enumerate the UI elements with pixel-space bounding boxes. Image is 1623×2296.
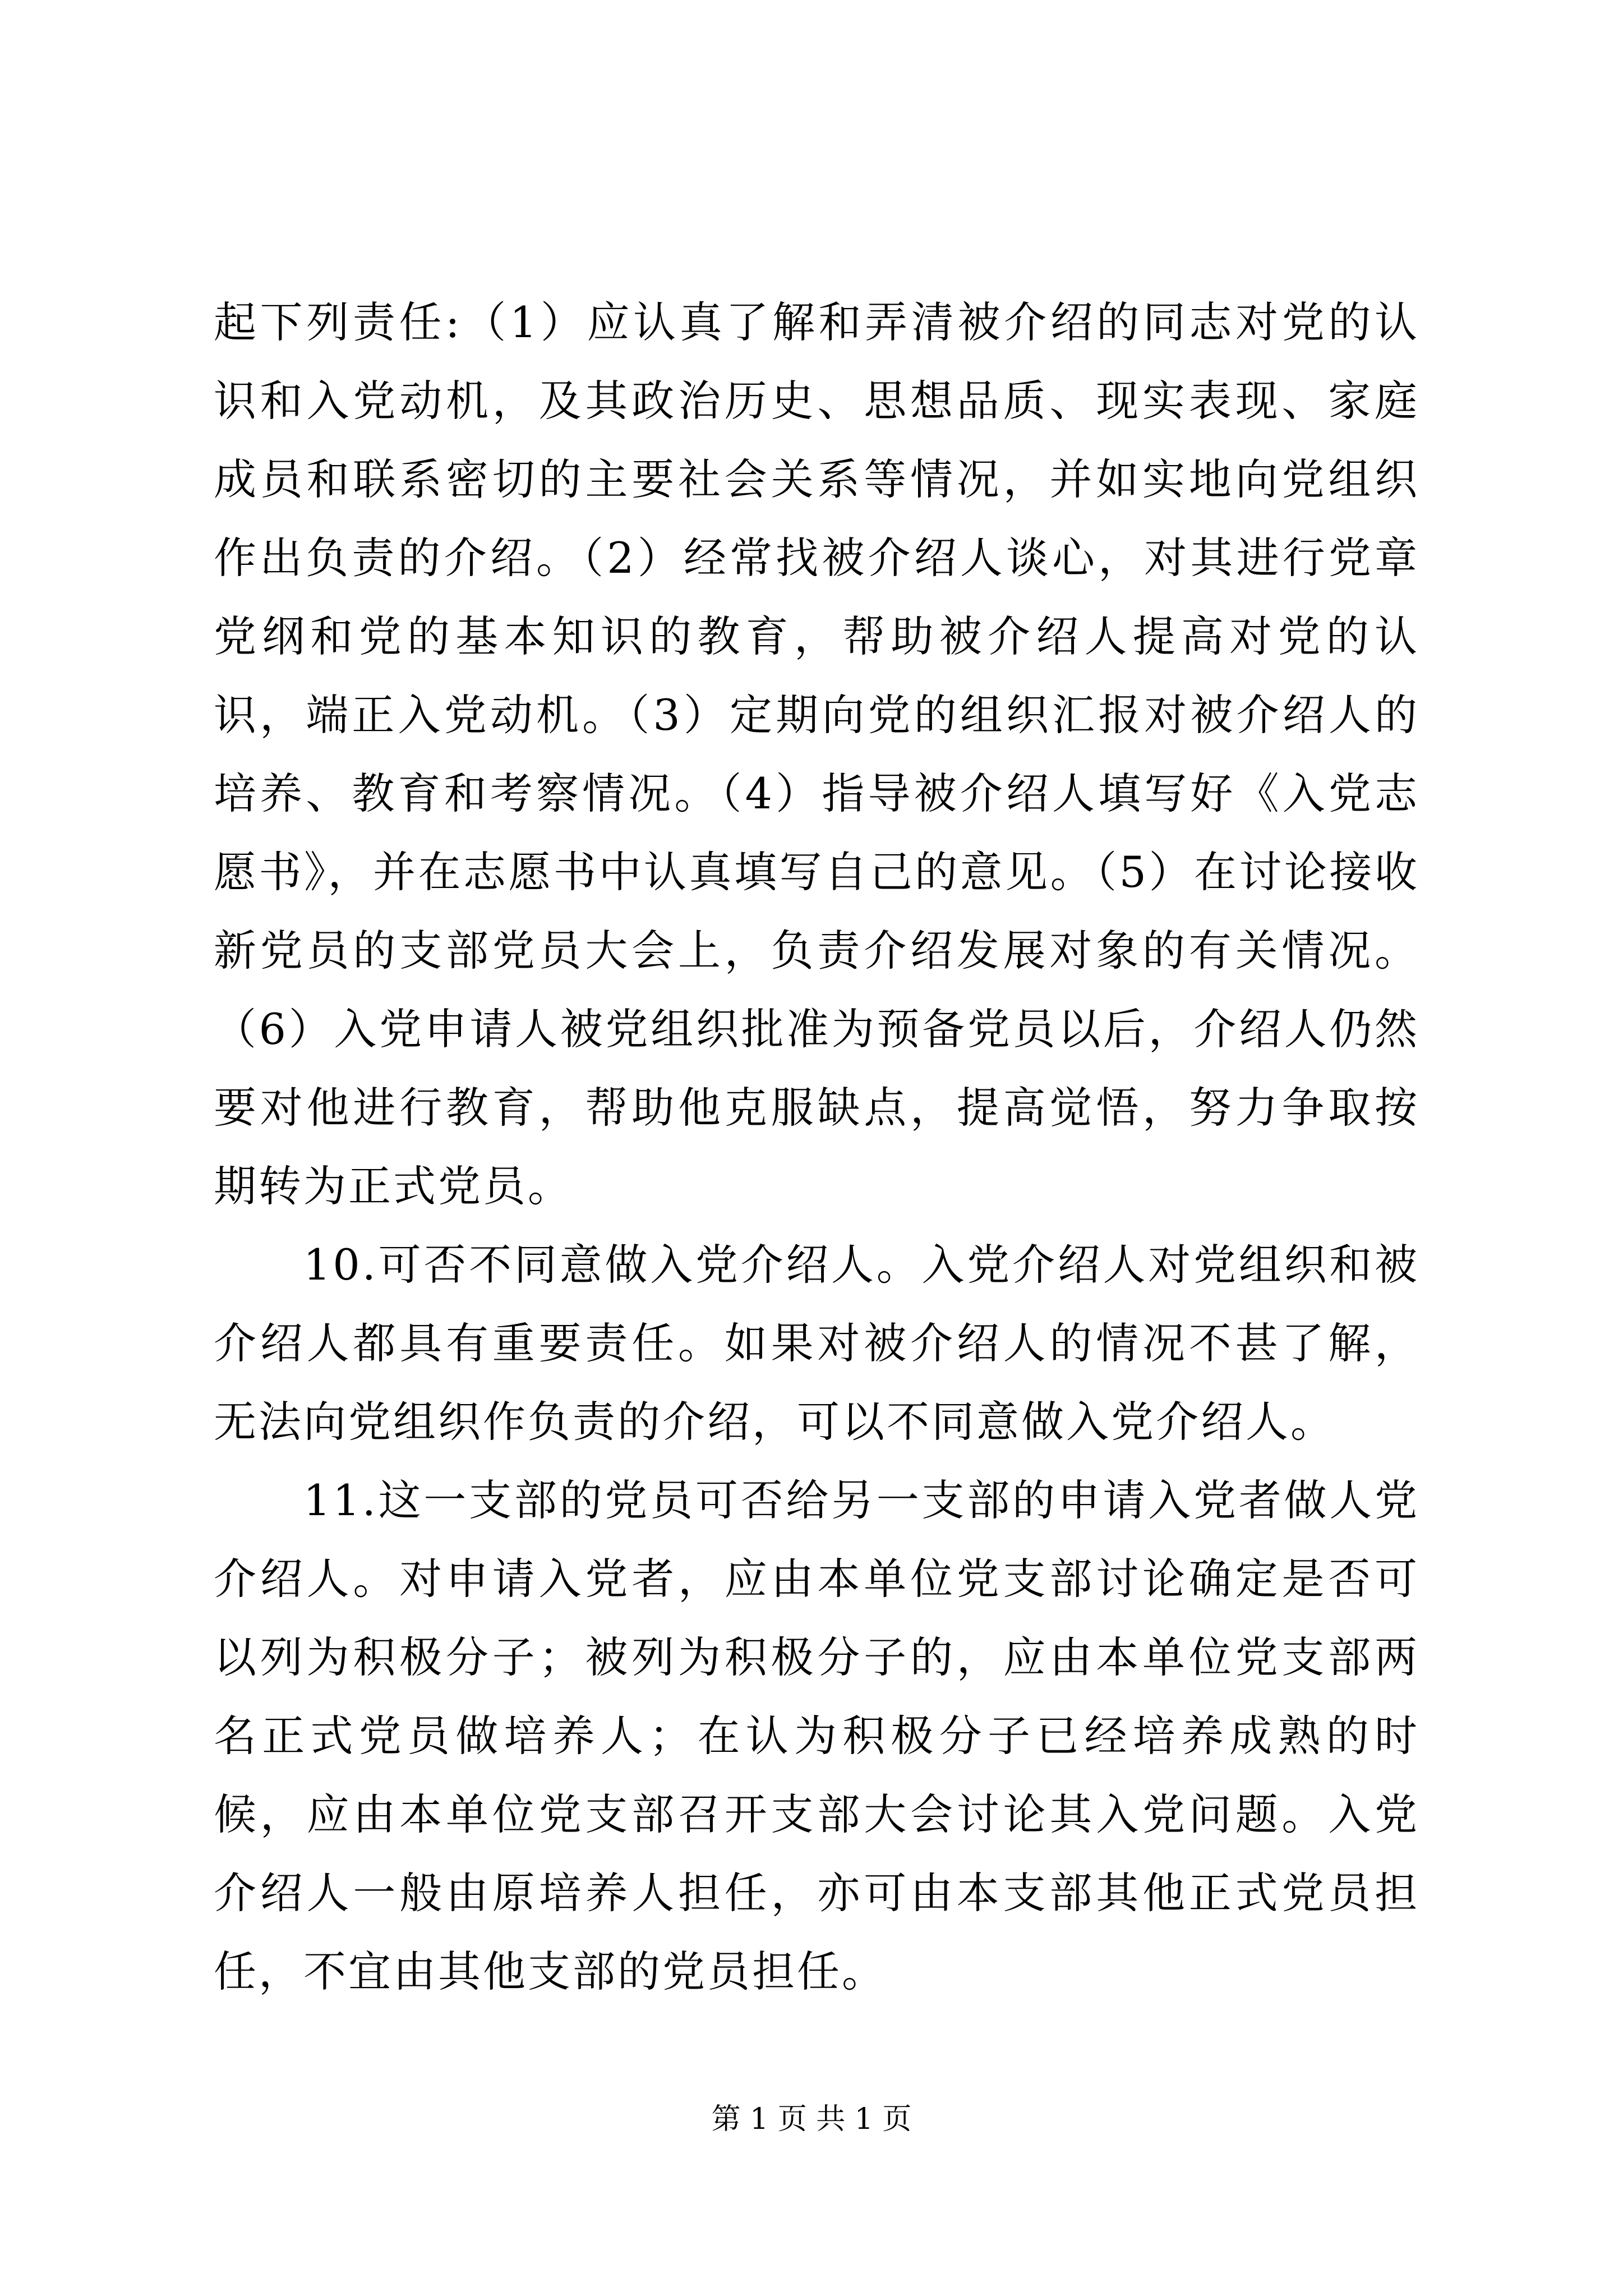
paragraph-item-11: 11.这一支部的党员可否给另一支部的申请入党者做人党介绍人。对申请入党者，应由本单位党支部讨论确定是否可以列为积极分子；被列为积极分子的，应由本单位党支部两名正式党员做培养人；在认为积极分子已经培养成熟的时候，应由本单位党支部召开支部大会讨论其入党问题。入党介绍人一般由原培养人担任，亦可由本支部其他正式党员担任，不宜由其他支部的党员担任。	[214, 1475, 1419, 1996]
page-number-footer: 第 1 页 共 1 页	[711, 2102, 912, 2136]
document-body	[214, 283, 1419, 2011]
paragraph-responsibilities: 起下列责任:（1）应认真了解和弄清被介绍的同志对党的认识和入党动机，及其政治历史、思想品质、现实表现、家庭成员和联系密切的主要社会关系等情况，并如实地向党组织作出负责的介绍。（2）经常找被介绍人谈心，对其进行党章党纲和党的基本知识的教育，帮助被介绍人提高对党的认识，端正入党动机。（3）定期向党的组织汇报对被介绍人的培养、教育和考察情况。（4）指导被介绍人填写好《入党志愿书》，并在志愿书中认真填写自己的意见。（5）在讨论接收新党员的支部党员大会上，负责介绍发展对象的有关情况。（6）入党申请人被党组织批准为预备党员以后，介绍人仍然要对他进行教育，帮助他克服缺点，提高觉悟，努力争取按期转为正式党员。	[214, 297, 1419, 1211]
paragraph-item-10: 10.可否不同意做入党介绍人。入党介绍人对党组织和被介绍人都具有重要责任。如果对被介绍人的情况不甚了解，无法向党组织作负责的介绍，可以不同意做入党介绍人。	[214, 1240, 1419, 1447]
